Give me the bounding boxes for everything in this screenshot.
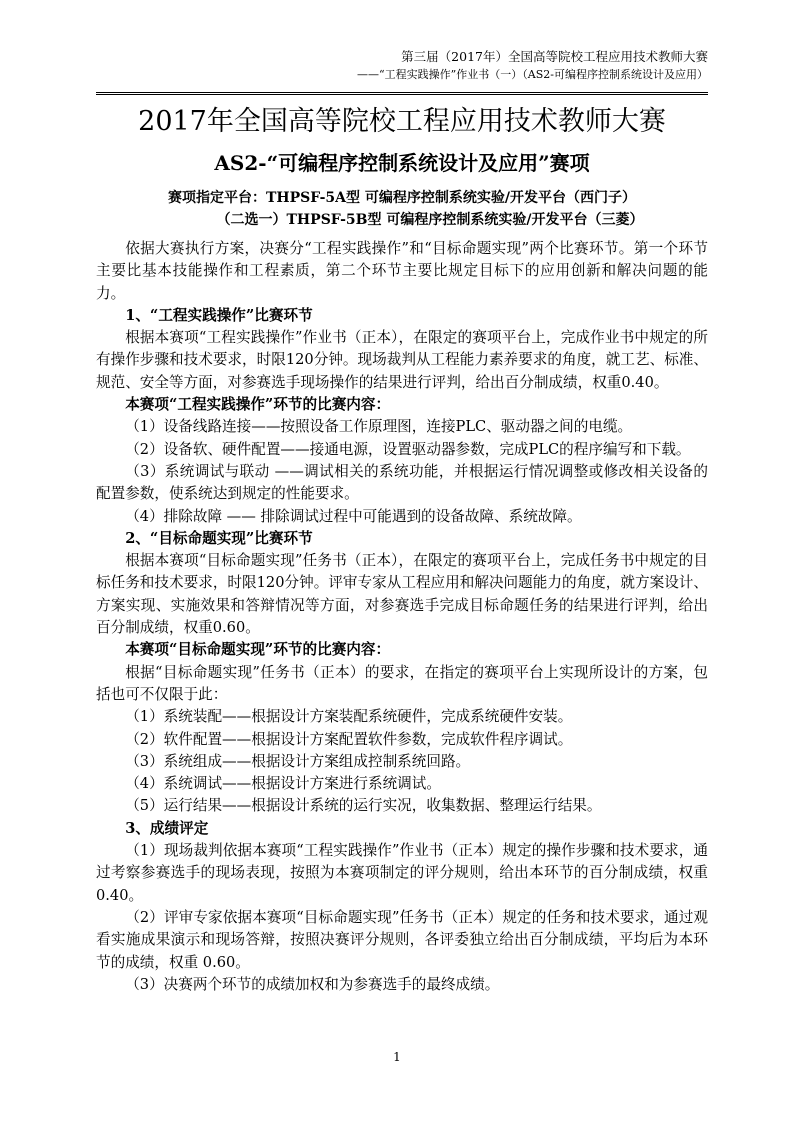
list-item: （1）系统装配——根据设计方案装配系统硬件，完成系统硬件安装。 <box>125 708 573 726</box>
list-item: （5）运行结果——根据设计系统的运行实况，收集数据、整理运行结果。 <box>125 797 602 815</box>
platform-block <box>96 187 708 231</box>
list-item: （1）设备线路连接——按照设备工作原理图，连接PLC、驱动器之间的电缆。 <box>125 418 633 436</box>
header-rule <box>96 92 708 95</box>
section-heading: 1、“工程实践操作”比赛环节 <box>125 306 313 324</box>
section-heading: 3、成绩评定 <box>125 819 209 837</box>
paragraph: 根据本赛项“工程实践操作”作业书（正本），在限定的赛项平台上，完成作业书中规定的所有操作步骤和技术要求，时限120分钟。现场裁判从工程能力素养要求的角度，就工艺、标准、规范、安全等方面，对参赛选手现场操作的结果进行评判，给出百分制成绩，权重0.40。 <box>96 329 708 391</box>
header-line-1: 第三届（2017年）全国高等院校工程应用技术教师大赛 <box>401 49 708 64</box>
list-item: （1）现场裁判依据本赛项“工程实践操作”作业书（正本）规定的操作步骤和技术要求，通过考察参赛选手的现场表现，按照为本赛项制定的评分规则，给出本环节的百分制成绩，权重 0.40。 <box>96 842 708 904</box>
list-item: （2）评审专家依据本赛项“目标命题实现”任务书（正本）规定的任务和技术要求，通过观看实施成果演示和现场答辩，按照决赛评分规则，各评委独立给出百分制成绩，平均后为本环节的成绩，权重 0.60。 <box>96 908 708 971</box>
intro-paragraph: 依据大赛执行方案，决赛分“工程实践操作”和“目标命题实现”两个比赛环节。第一个环节主要比基本技能操作和工程素质，第二个环节主要比规定目标下的应用创新和解决问题的能力。 <box>96 240 708 302</box>
paragraph: 根据“目标命题实现”任务书（正本）的要求，在指定的赛项平台上实现所设计的方案，包括也可不仅限于此： <box>96 663 708 703</box>
list-item: （2）软件配置——根据设计方案配置软件参数，完成软件程序调试。 <box>125 730 573 748</box>
list-item: （2）设备软、硬件配置——接通电源，设置驱动器参数，完成PLC的程序编写和下载。 <box>125 440 691 458</box>
platform-line-2: （二选一）THPSF-5B型 可编程序控制系统实验/开发平台（三菱） <box>216 212 644 228</box>
paragraph: 根据本赛项“目标命题实现”任务书（正本），在限定的赛项平台上，完成任务书中规定的目标任务和技术要求，时限120分钟。评审专家从工程应用和解决问题能力的角度，就方案设计、方案实现、实施效果和答辩情况等方面，对参赛选手完成目标命题任务的结果进行评判，给出百分制成绩，权重0.60。 <box>96 552 708 637</box>
list-item: （3）决赛两个环节的成绩加权和为参赛选手的最终成绩。 <box>125 975 500 993</box>
running-header <box>96 48 708 84</box>
page-subtitle: AS2-“可编程序控制系统设计及应用”赛项 <box>214 151 590 175</box>
list-item: （4）排除故障 —— 排除调试过程中可能遇到的设备故障、系统故障。 <box>125 507 582 525</box>
list-item: （4）系统调试——根据设计方案进行系统调试。 <box>125 775 441 793</box>
document-body <box>96 238 708 996</box>
header-line-2: ——“工程实践操作”作业书（一）（AS2-可编程序控制系统设计及应用） <box>357 68 708 81</box>
subsection-heading: 本赛项“工程实践操作”环节的比赛内容： <box>125 396 391 414</box>
subsection-heading: 本赛项“目标命题实现”环节的比赛内容： <box>125 641 391 659</box>
page-title: 2017年全国高等院校工程应用技术教师大赛 <box>138 106 666 137</box>
list-item: （3）系统调试与联动 ——调试相关的系统功能，并根据运行情况调整或修改相关设备的配置参数，使系统达到规定的性能要求。 <box>96 462 708 503</box>
platform-line-1: 赛项指定平台：THPSF-5A型 可编程序控制系统实验/开发平台（西门子） <box>168 190 636 206</box>
list-item: （3）系统组成——根据设计方案组成控制系统回路。 <box>125 752 471 770</box>
section-heading: 2、“目标命题实现”比赛环节 <box>125 529 313 547</box>
page-number: 1 <box>393 1050 401 1064</box>
